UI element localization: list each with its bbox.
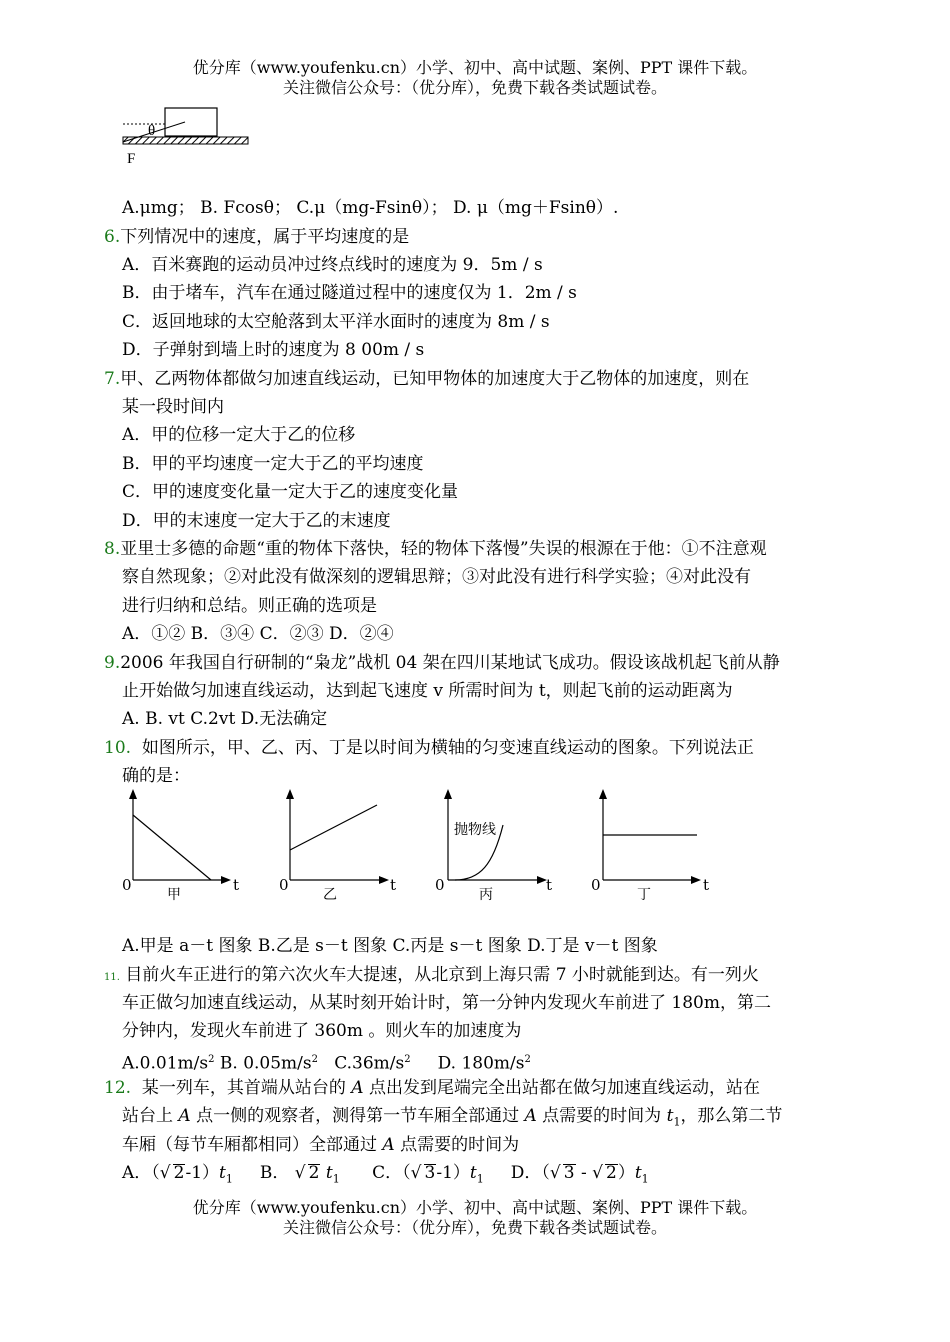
graphs-figure xyxy=(115,785,715,910)
q7-option-d: D．甲的末速度一定大于乙的末速度 xyxy=(122,511,391,531)
q7-option-b: B．甲的平均速度一定大于乙的平均速度 xyxy=(122,454,424,474)
q6-option-a: A．百米赛跑的运动员冲过终点线时的速度为 9．5m / s xyxy=(122,255,543,275)
q10-stem-1: 如图所示，甲、乙、丙、丁是以时间为横轴的匀变速直线运动的图象。下列说法正 xyxy=(141,738,754,758)
block-force-figure xyxy=(115,100,255,168)
graph-bing-curve-label: 抛物线 xyxy=(454,822,496,838)
q7-stem-2: 某一段时间内 xyxy=(122,397,224,417)
theta-label: θ xyxy=(148,123,156,139)
q9-stem-2: 止开始做匀加速直线运动，达到起飞速度 v 所需时间为 t，则起飞前的运动距离为 xyxy=(122,681,733,701)
graph-jia-origin: 0 xyxy=(122,876,132,894)
q5-options: A.μmg； B. Fcosθ； C.μ（mg-Fsinθ）； D. μ（mg＋Fsinθ）. xyxy=(122,198,619,218)
ground-surface xyxy=(123,137,248,144)
q9-number: 9. xyxy=(104,653,121,673)
graph-yi-name: 乙 xyxy=(323,887,337,903)
graph-ding-name: 丁 xyxy=(637,887,651,903)
graph-bing-name: 丙 xyxy=(479,887,493,903)
q10-options: A.甲是 a－t 图象 B.乙是 s－t 图象 C.丙是 s－t 图象 D.丁是 v－t 图象 xyxy=(122,936,658,956)
q6-option-d: D．子弹射到墙上时的速度为 8 00m / s xyxy=(122,340,425,360)
header-line-2: 关注微信公众号：（优分库），免费下载各类试题试卷。 xyxy=(282,78,667,97)
q9 xyxy=(104,652,780,674)
q12: 12. 某一列车，其首端从站台的 A 点出发到尾端完全出站都在做匀加速直线运动，站在 xyxy=(104,1078,760,1098)
graph-yi-line xyxy=(290,805,377,850)
q11-stem-3: 分钟内，发现火车前进了 360m 。则火车的加速度为 xyxy=(122,1021,522,1041)
force-label: F xyxy=(127,151,136,167)
q8-options: A．①② B．③④ C．②③ D．②④ xyxy=(122,624,394,644)
header-line-1: 优分库（www.youfenku.cn）小学、初中、高中试题、案例、PPT 课件下载。 xyxy=(192,58,758,77)
q11-exp-a: 2 xyxy=(208,1054,215,1065)
graph-bing-t: t xyxy=(546,876,553,894)
q7 xyxy=(104,368,749,390)
q6-option-c: C．返回地球的太空舱落到太平洋水面时的速度为 8m / s xyxy=(122,312,550,332)
q8-stem-2: 察自然现象；②对此没有做深刻的逻辑思辩；③对此没有进行科学实验；④对此没有 xyxy=(122,567,751,587)
q8-stem-3: 进行归纳和总结。则正确的选项是 xyxy=(122,596,377,616)
graph-bing-origin: 0 xyxy=(435,876,445,894)
q6-stem: 下列情况中的速度，属于平均速度的是 xyxy=(120,227,410,247)
q8-number: 8. xyxy=(104,539,121,559)
q9-stem-1: 2006 年我国自行研制的“枭龙”战机 04 架在四川某地试飞成功。假设该战机起飞前从静 xyxy=(120,653,780,673)
q11-exp-d: 2 xyxy=(524,1054,531,1065)
q11-exp-b: 2 xyxy=(311,1054,318,1065)
q12-options xyxy=(122,1162,649,1190)
graph-yi-t: t xyxy=(390,876,397,894)
q10-number: 10. xyxy=(104,738,132,758)
footer-line-1: 优分库（www.youfenku.cn）小学、初中、高中试题、案例、PPT 课件下载。 xyxy=(192,1198,758,1217)
q12-option-a: A．（√ $2-1)t_1$ xyxy=(122,1163,233,1186)
q7-stem-1: 甲、乙两物体都做匀加速直线运动，已知甲物体的加速度大于乙物体的加速度，则在 xyxy=(120,369,750,389)
graph-ding-origin: 0 xyxy=(591,876,601,894)
q11-exp-c: 2 xyxy=(404,1054,411,1065)
q10-stem-2: 确的是： xyxy=(122,766,190,786)
q10 xyxy=(104,737,754,759)
q7-number: 7. xyxy=(104,369,121,389)
q12-stem-2: 站台上 A 点一侧的观察者，测得第一节车厢全部通过 A 点需要的时间为 $t_1$，那么第二节 xyxy=(122,1106,783,1129)
graph-jia-line xyxy=(133,815,211,880)
q11-options xyxy=(122,1049,531,1075)
graph-jia-t: t xyxy=(233,876,240,894)
graph-yi-origin: 0 xyxy=(279,876,289,894)
q6 xyxy=(104,226,409,248)
q11-option-d: D. 180m/s xyxy=(437,1053,525,1074)
q12-option-b: B． √ 2 $t_1$ xyxy=(259,1163,340,1186)
q12-option-c: C．（√ $3-1)t_1$ xyxy=(372,1163,484,1186)
q11-number: 11. xyxy=(104,972,120,983)
q12-option-d: D．（√ 3 - √ $2)t_1$ xyxy=(510,1163,649,1186)
footer-line-2: 关注微信公众号：（优分库），免费下载各类试题试卷。 xyxy=(282,1218,667,1237)
q6-option-b: B．由于堵车，汽车在通过隧道过程中的速度仅为 1．2m / s xyxy=(122,283,577,303)
q8-stem-1: 亚里士多德的命题“重的物体下落快，轻的物体下落慢”失误的根源在于他：①不注意观 xyxy=(120,539,767,559)
q11-option-c: C.36m/s xyxy=(334,1053,405,1074)
graph-ding-t: t xyxy=(703,876,710,894)
q12-stem-3: 车厢（每节车厢都相同）全部通过 A 点需要的时间为 xyxy=(122,1135,520,1155)
q8 xyxy=(104,538,767,560)
q7-option-a: A．甲的位移一定大于乙的位移 xyxy=(122,425,356,445)
graph-jia-name: 甲 xyxy=(167,887,181,903)
q11-stem-2: 车正做匀加速直线运动，从某时刻开始计时，第一分钟内发现火车前进了 180m，第二 xyxy=(122,993,771,1013)
q11-option-a: A.0.01m/s xyxy=(122,1053,209,1074)
q7-option-c: C．甲的速度变化量一定大于乙的速度变化量 xyxy=(122,482,459,502)
q11-option-b: B. 0.05m/s xyxy=(219,1053,312,1074)
q12-number: 12. xyxy=(104,1078,132,1098)
q11-stem-1: 目前火车正进行的第六次火车大提速，从北京到上海只需 7 小时就能到达。有一列火 xyxy=(125,965,759,985)
q11 xyxy=(104,964,759,989)
block xyxy=(165,108,217,136)
q6-number: 6. xyxy=(104,227,121,247)
q9-options: A. B. vt C.2vt D.无法确定 xyxy=(122,709,328,729)
